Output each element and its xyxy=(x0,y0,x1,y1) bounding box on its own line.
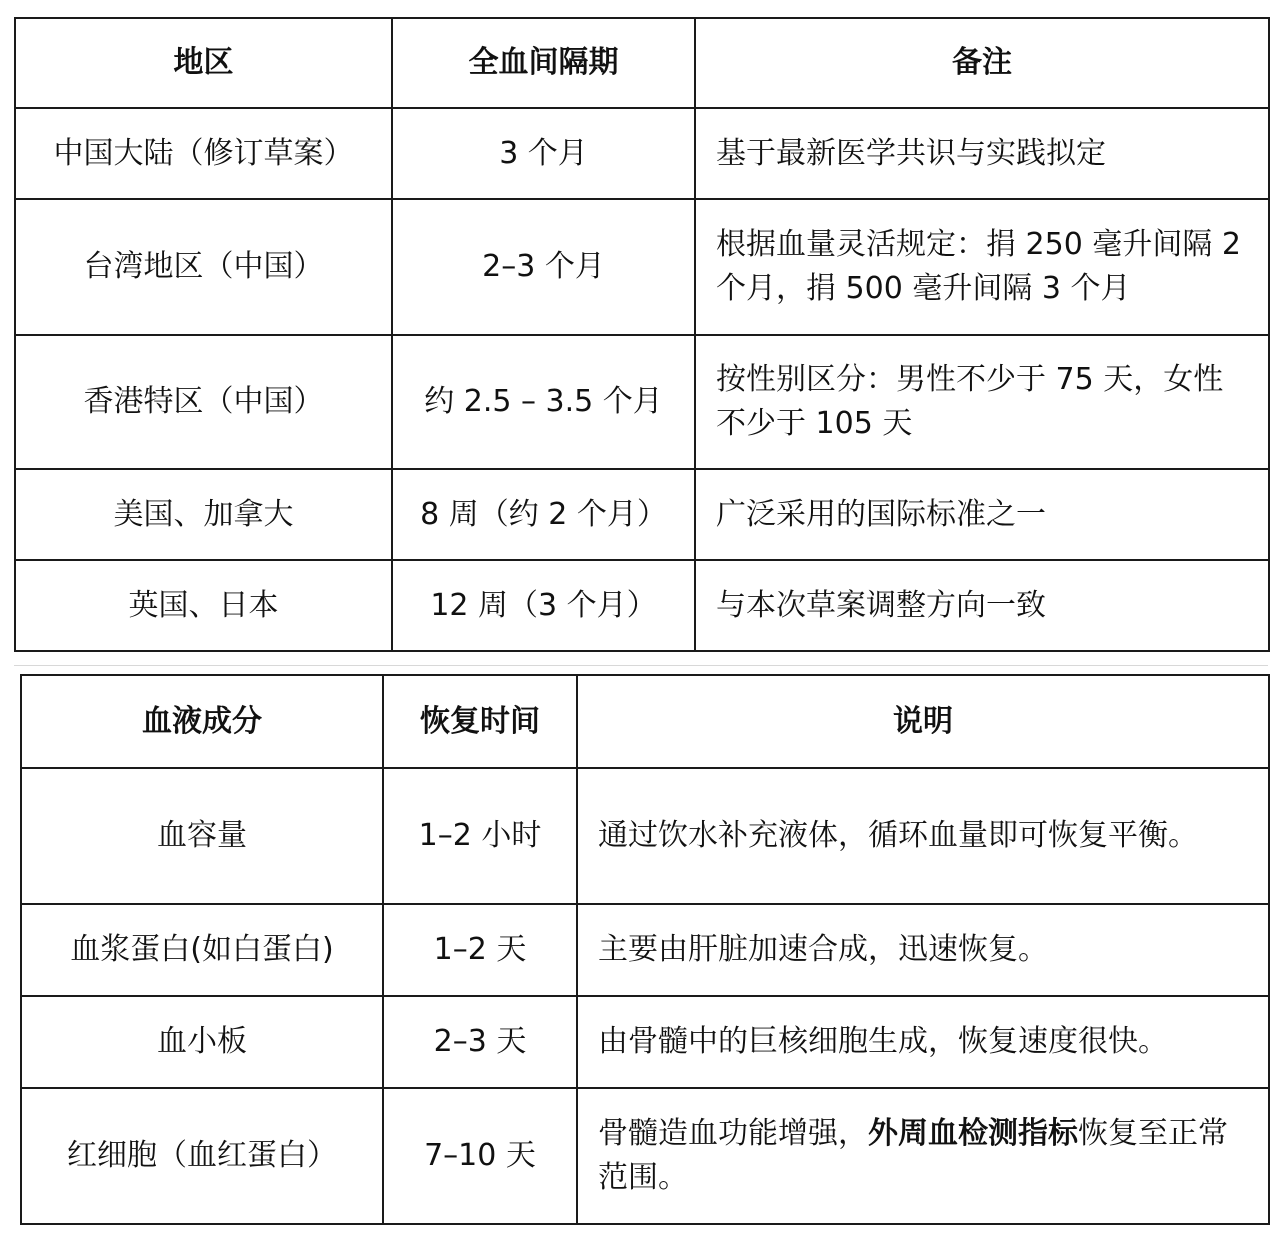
cell-interval: 8 周（约 2 个月） xyxy=(392,469,695,560)
cell-recovery-time: 1–2 天 xyxy=(383,904,577,996)
cell-description: 由骨髓中的巨核细胞生成，恢复速度很快。 xyxy=(577,996,1269,1088)
cell-interval: 12 周（3 个月） xyxy=(392,560,695,651)
cell-description: 主要由肝脏加速合成，迅速恢复。 xyxy=(577,904,1269,996)
cell-interval: 约 2.5 – 3.5 个月 xyxy=(392,335,695,469)
cell-interval: 3 个月 xyxy=(392,108,695,199)
cell-region: 英国、日本 xyxy=(15,560,392,651)
cell-recovery-time: 7–10 天 xyxy=(383,1088,577,1224)
table-header-row xyxy=(21,675,1269,768)
table-row xyxy=(21,1088,1269,1224)
table-row xyxy=(15,199,1269,335)
cell-region: 中国大陆（修订草案） xyxy=(15,108,392,199)
table-row xyxy=(15,560,1269,651)
cell-region: 美国、加拿大 xyxy=(15,469,392,560)
emphasis-text: 外周血检测指标 xyxy=(868,1116,1078,1151)
table-row xyxy=(21,904,1269,996)
cell-notes: 与本次草案调整方向一致 xyxy=(695,560,1269,651)
cell-component: 血浆蛋白(如白蛋白) xyxy=(21,904,383,996)
table-row xyxy=(15,335,1269,469)
header-region: 地区 xyxy=(15,18,392,108)
table-row xyxy=(21,768,1269,904)
cell-component: 红细胞（血红蛋白） xyxy=(21,1088,383,1224)
table-row xyxy=(15,469,1269,560)
table-row xyxy=(21,996,1269,1088)
cell-notes: 基于最新医学共识与实践拟定 xyxy=(695,108,1269,199)
cell-recovery-time: 1–2 小时 xyxy=(383,768,577,904)
section-divider xyxy=(14,665,1268,666)
header-description: 说明 xyxy=(577,675,1269,768)
table-header-row xyxy=(15,18,1269,108)
header-recovery-time: 恢复时间 xyxy=(383,675,577,768)
cell-region: 台湾地区（中国） xyxy=(15,199,392,335)
cell-component: 血小板 xyxy=(21,996,383,1088)
cell-interval: 2–3 个月 xyxy=(392,199,695,335)
cell-component: 血容量 xyxy=(21,768,383,904)
blood-component-recovery-table xyxy=(20,674,1270,1225)
blood-donation-interval-table xyxy=(14,17,1270,652)
cell-notes: 广泛采用的国际标准之一 xyxy=(695,469,1269,560)
cell-description-rich: 骨髓造血功能增强，外周血检测指标恢复至正常范围。 xyxy=(577,1088,1269,1224)
cell-description: 通过饮水补充液体，循环血量即可恢复平衡。 xyxy=(577,768,1269,904)
header-component: 血液成分 xyxy=(21,675,383,768)
cell-region: 香港特区（中国） xyxy=(15,335,392,469)
cell-notes: 按性别区分：男性不少于 75 天，女性不少于 105 天 xyxy=(695,335,1269,469)
cell-recovery-time: 2–3 天 xyxy=(383,996,577,1088)
cell-notes: 根据血量灵活规定：捐 250 毫升间隔 2 个月，捐 500 毫升间隔 3 个月 xyxy=(695,199,1269,335)
table-row xyxy=(15,108,1269,199)
header-notes: 备注 xyxy=(695,18,1269,108)
header-interval: 全血间隔期 xyxy=(392,18,695,108)
